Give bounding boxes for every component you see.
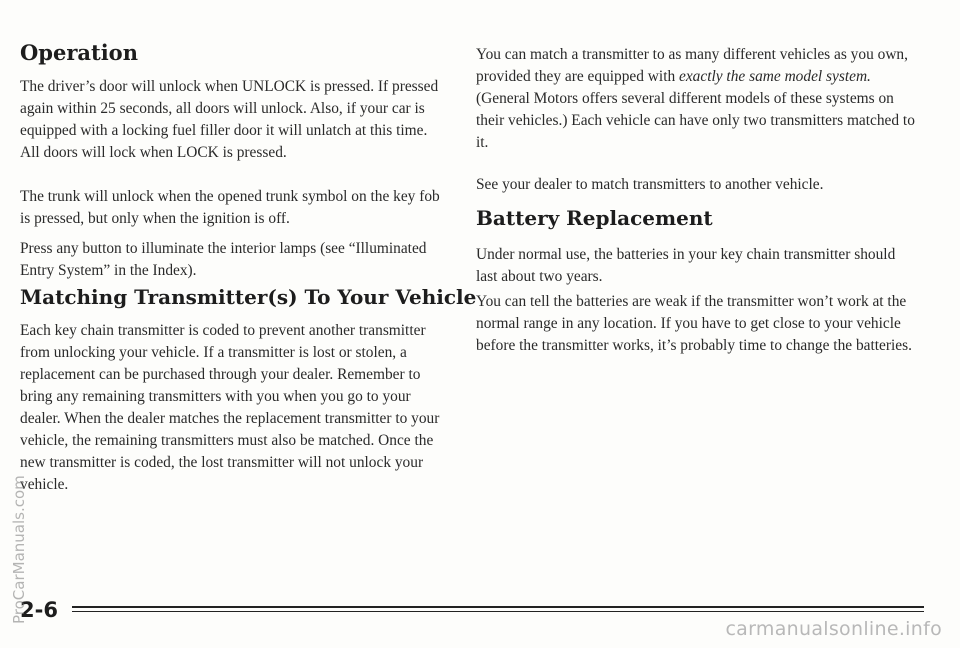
paragraph-unlock: The driver’s door will unlock when UNLOCK is pressed. If pressed again within 25 seconds, all doors will unlock. Also, if your car is equipped with a locking fuel filler door it will unlatch at this time. All doors will lock when LOCK is pressed. (20, 78, 439, 161)
paragraph-coding: Each key chain transmitter is coded to prevent another transmitter from unlocking your vehicle. If a transmitter is lost or stolen, a replacement can be purchased through your dealer. Remember to bring any remaining transmitters with you when you go to your dealer. When the dealer matches the replacement transmitter to your vehicle, the remaining transmitters must also be matched. Once the new transmitter is coded, the lost transmitter will not unlock your vehicle. (20, 322, 440, 493)
paragraph-multiple-vehicles (476, 44, 916, 154)
r1-emphasis: exactly the same model system. (679, 68, 871, 85)
watermark-text: ProCarManuals.com (10, 475, 28, 624)
heading-matching-transmitters: Matching Transmitter(s) To Your Vehicle (20, 285, 477, 309)
footer-site-link[interactable]: carmanualsonline.info (725, 618, 942, 640)
heading-operation: Operation (20, 40, 138, 65)
paragraph-see-dealer: See your dealer to match transmitters to another vehicle. (476, 176, 824, 193)
paragraph-battery-life: Under normal use, the batteries in your key chain transmitter should last about two years. (476, 246, 896, 285)
footer-rule (72, 606, 924, 612)
page-number: 2-6 (20, 598, 58, 622)
r1-text-a: You can match a transmitter to as many different vehicles as you own, provided they are equipped with (476, 46, 908, 85)
paragraph-trunk: The trunk will unlock when the opened trunk symbol on the key fob is pressed, but only when the ignition is off. (20, 188, 440, 227)
heading-battery-replacement: Battery Replacement (476, 206, 713, 230)
paragraph-lamps: Press any button to illuminate the interior lamps (see “Illuminated Entry System” in the Index). (20, 240, 427, 279)
paragraph-battery-weak: You can tell the batteries are weak if the transmitter won’t work at the normal range in any location. If you have to get close to your vehicle before the transmitter works, it’s probably time to change the batteries. (476, 293, 912, 354)
r1-text-b: (General Motors offers several different models of these systems on their vehicles.) Each vehicle can have only two transmitters matched to it. (476, 90, 915, 151)
